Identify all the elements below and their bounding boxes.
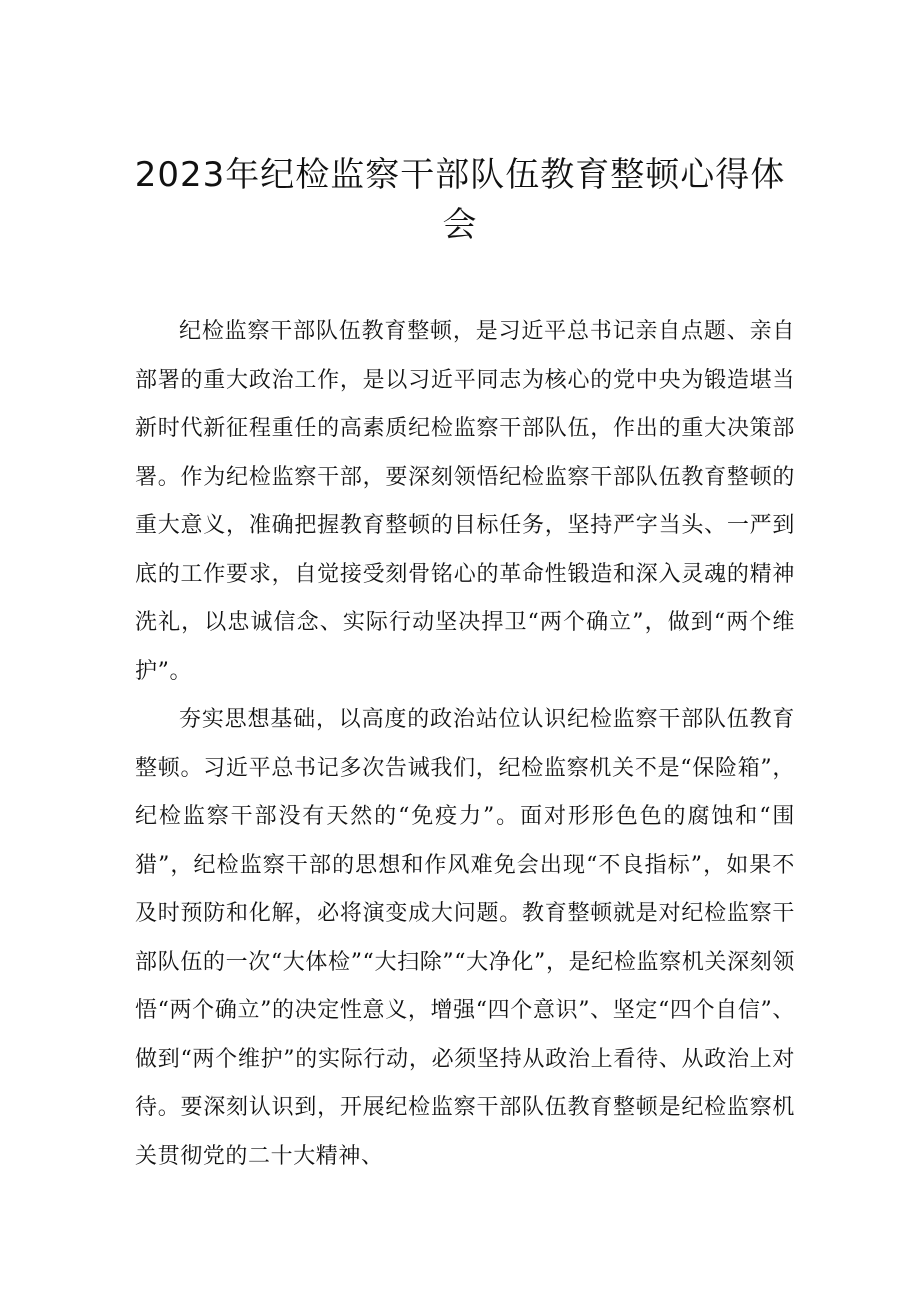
paragraph-1: 纪检监察干部队伍教育整顿，是习近平总书记亲自点题、亲自部署的重大政治工作，是以习近平同志为核心的党中央为锻造堪当新时代新征程重任的高素质纪检监察干部队伍，作出的重大决策部署。作为纪检监察干部，要深刻领悟纪检监察干部队伍教育整顿的重大意义，准确把握教育整顿的目标任务，坚持严字当头、一严到底的工作要求，自觉接受刻骨铭心的革命性锻造和深入灵魂的精神洗礼，以忠诚信念、实际行动坚决捍卫“两个确立”，做到“两个维护”。 xyxy=(135,319,795,684)
document-title: 2023年纪检监察干部队伍教育整顿心得体会 xyxy=(134,155,786,245)
document-body xyxy=(135,308,795,1181)
paragraph-2: 夯实思想基础，以高度的政治站位认识纪检监察干部队伍教育整顿。习近平总书记多次告诫我们，纪检监察机关不是“保险箱”，纪检监察干部没有天然的“免疫力”。面对形形色色的腐蚀和“围猎”，纪检监察干部的思想和作风难免会出现“不良指标”，如果不及时预防和化解，必将演变成大问题。教育整顿就是对纪检监察干部队伍的一次“大体检”“大扫除”“大净化”，是纪检监察机关深刻领悟“两个确立”的决定性意义，增强“四个意识”、坚定“四个自信”、做到“两个维护”的实际行动，必须坚持从政治上看待、从政治上对待。要深刻认识到，开展纪检监察干部队伍教育整顿是纪检监察机关贯彻党的二十大精神、 xyxy=(135,707,795,1169)
